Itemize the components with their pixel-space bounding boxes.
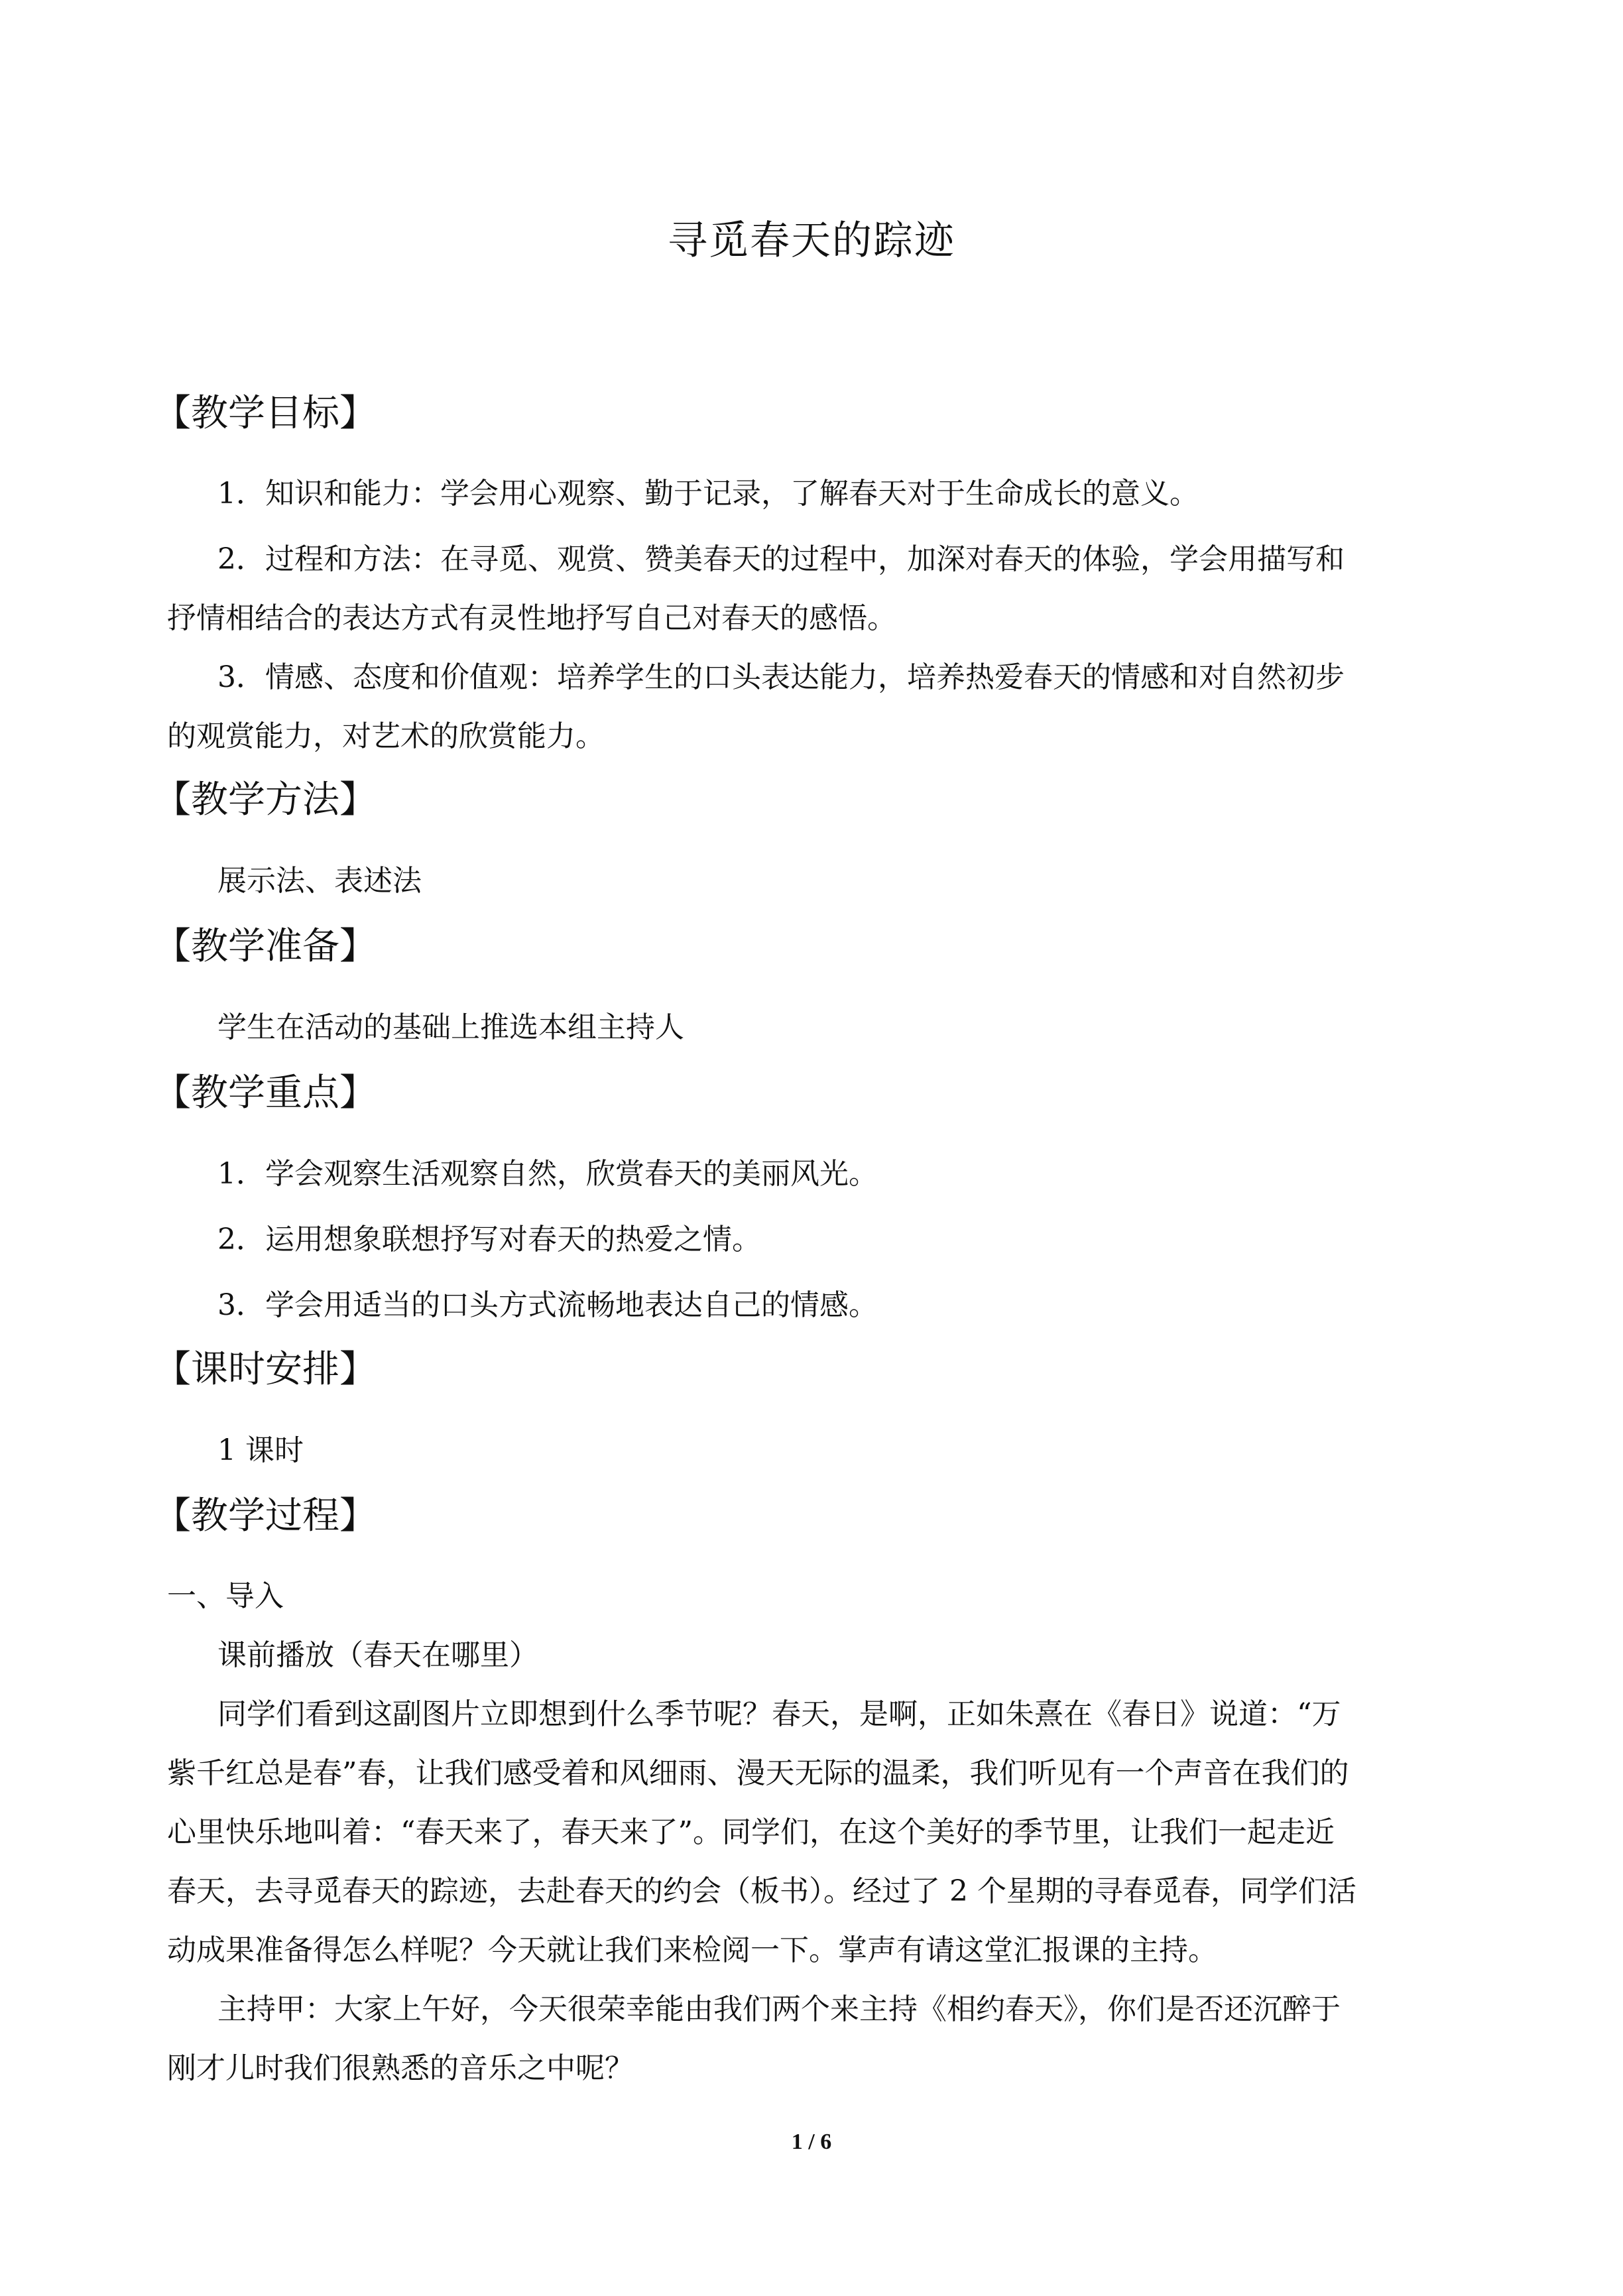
process-line-5: 心里快乐地叫着：“春天来了，春天来了”。同学们，在这个美好的季节里，让我们一起走近 [167,1815,1335,1849]
section-heading-preparation: 【教学准备】 [154,925,377,968]
section-heading-process: 【教学过程】 [154,1494,377,1538]
process-line-4: 紫千红总是春”春，让我们感受着和风细雨、漫天无际的温柔，我们听见有一个声音在我们的 [167,1756,1349,1790]
page-number: 1 / 6 [791,2130,832,2154]
process-line-7: 动成果准备得怎么样呢？今天就让我们来检阅一下。掌声有请这堂汇报课的主持。 [167,1933,1217,1967]
preparation-line-1: 学生在活动的基础上推选本组主持人 [217,1010,684,1044]
objectives-line-3: 抒情相结合的表达方式有灵性地抒写自己对春天的感悟。 [167,601,896,635]
key-points-line-2: 2．运用想象联想抒写对春天的热爱之情。 [217,1223,761,1256]
process-line-8: 主持甲：大家上午好，今天很荣幸能由我们两个来主持《相约春天》，你们是否还沉醉于 [217,1992,1341,2026]
key-points-line-1: 1．学会观察生活观察自然，欣赏春天的美丽风光。 [217,1157,878,1191]
process-line-2: 课前播放（春天在哪里） [217,1638,538,1672]
schedule-line-1: 1 课时 [217,1433,304,1467]
process-line-6: 春天，去寻觅春天的踪迹，去赴春天的约会（板书）。经过了 2 个星期的寻春觅春，同学们活 [167,1874,1356,1908]
section-heading-methods: 【教学方法】 [154,778,377,821]
document-title: 寻觅春天的踪迹 [668,217,955,264]
process-line-1: 一、导入 [167,1579,284,1613]
objectives-line-4: 3．情感、态度和价值观：培养学生的口头表达能力，培养热爱春天的情感和对自然初步 [217,660,1345,694]
process-line-9: 刚才儿时我们很熟悉的音乐之中呢？ [167,2051,634,2085]
methods-line-1: 展示法、表述法 [217,864,422,898]
objectives-line-2: 2．过程和方法：在寻觅、观赏、赞美春天的过程中，加深对春天的体验，学会用描写和 [217,542,1345,576]
objectives-line-1: 1．知识和能力：学会用心观察、勤于记录，了解春天对于生命成长的意义。 [217,477,1199,511]
objectives-line-5: 的观赏能力，对艺术的欣赏能力。 [167,719,605,753]
section-heading-schedule: 【课时安排】 [154,1348,377,1391]
section-heading-objectives: 【教学目标】 [154,392,377,435]
key-points-line-3: 3．学会用适当的口头方式流畅地表达自己的情感。 [217,1288,878,1322]
section-heading-key-points: 【教学重点】 [154,1071,377,1115]
process-line-3: 同学们看到这副图片立即想到什么季节呢？春天，是啊，正如朱熹在《春日》说道：“万 [217,1697,1341,1731]
